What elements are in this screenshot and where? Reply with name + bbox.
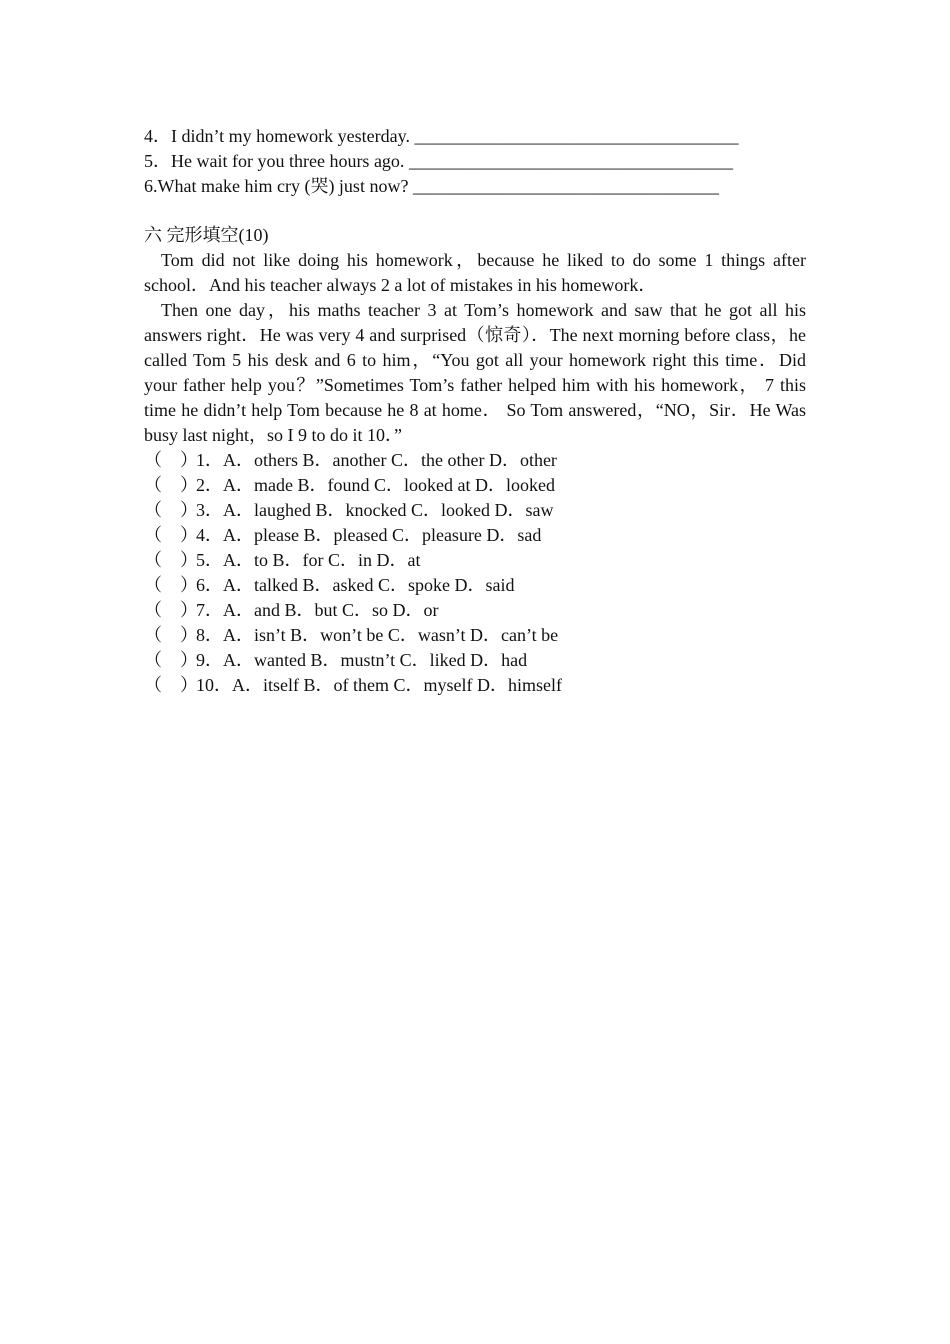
answer-blank: ____________________________________ bbox=[414, 126, 739, 146]
answer-parentheses: （ ） bbox=[144, 675, 198, 695]
question-options: 9．A．wanted B．mustn’t C．liked D．had bbox=[196, 650, 528, 670]
question-options: 1．A．others B．another C．the other D．other bbox=[196, 450, 557, 470]
answer-parentheses: （ ） bbox=[144, 500, 198, 520]
question-options: 7．A．and B．but C．so D．or bbox=[196, 600, 439, 620]
question-list bbox=[144, 448, 806, 698]
question-text: 5．He wait for you three hours ago. bbox=[144, 151, 409, 171]
passage-paragraph: Tom did not like doing his homework，because he liked to do some 1 things after school．And his teacher always 2 a lot of mistakes in his homework． bbox=[144, 250, 806, 295]
answer-parentheses: （ ） bbox=[144, 525, 198, 545]
question-options: 8．A．isn’t B．won’t be C．wasn’t D．can’t be bbox=[196, 625, 559, 645]
question-text: 4．I didn’t my homework yesterday. bbox=[144, 126, 415, 146]
question-item-5 bbox=[144, 548, 806, 573]
section-spacer bbox=[144, 199, 806, 223]
answer-parentheses: （ ） bbox=[144, 650, 198, 670]
answer-blank: ____________________________________ bbox=[408, 151, 733, 171]
question-text: 6.What make him cry (哭) just now? bbox=[144, 176, 413, 196]
document-page bbox=[144, 124, 806, 698]
answer-parentheses: （ ） bbox=[144, 550, 198, 570]
question-options: 10．A．itself B．of them C．myself D．himself bbox=[196, 675, 562, 695]
question-item-9 bbox=[144, 648, 806, 673]
rewrite-question-6 bbox=[144, 174, 806, 199]
question-options: 5．A．to B．for C．in D．at bbox=[196, 550, 421, 570]
question-item-10 bbox=[144, 673, 806, 698]
question-item-4 bbox=[144, 523, 806, 548]
answer-parentheses: （ ） bbox=[144, 475, 198, 495]
question-item-3 bbox=[144, 498, 806, 523]
question-item-8 bbox=[144, 623, 806, 648]
section-heading: 六 完形填空(10) bbox=[144, 225, 269, 245]
answer-parentheses: （ ） bbox=[144, 600, 198, 620]
question-options: 6．A．talked B．asked C．spoke D．said bbox=[196, 575, 515, 595]
answer-parentheses: （ ） bbox=[144, 625, 198, 645]
question-options: 4．A．please B．pleased C．pleasure D．sad bbox=[196, 525, 542, 545]
question-item-1 bbox=[144, 448, 806, 473]
question-item-7 bbox=[144, 598, 806, 623]
question-item-2 bbox=[144, 473, 806, 498]
answer-parentheses: （ ） bbox=[144, 575, 198, 595]
passage-paragraph: Then one day，his maths teacher 3 at Tom’s homework and saw that he got all his answers right．He was very 4 and surprised（惊奇）．The next morning before class，he called Tom 5 his desk and 6 to him，“You got all your homework right this time．Did your father help you？”Sometimes Tom’s father helped him with his homework， 7 this time he didn’t help Tom because he 8 at home． So Tom answered，“NO，Sir．He Was busy last night，so I 9 to do it 10．” bbox=[144, 300, 806, 445]
question-item-6 bbox=[144, 573, 806, 598]
rewrite-question-4 bbox=[144, 124, 806, 149]
question-options: 2．A．made B．found C．looked at D．looked bbox=[196, 475, 555, 495]
answer-blank: __________________________________ bbox=[412, 176, 719, 196]
answer-parentheses: （ ） bbox=[144, 450, 198, 470]
question-options: 3．A．laughed B．knocked C．looked D．saw bbox=[196, 500, 554, 520]
rewrite-question-5 bbox=[144, 149, 806, 174]
